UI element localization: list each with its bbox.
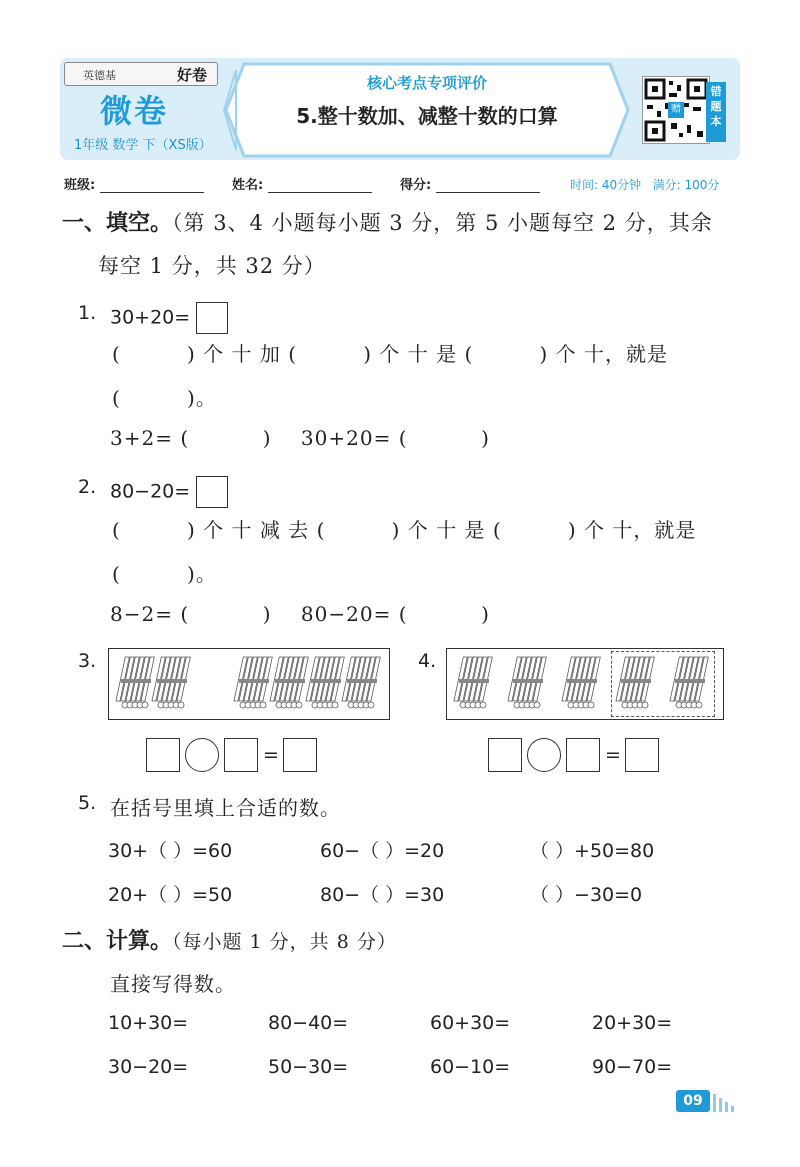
q2-answer-box[interactable] (196, 476, 228, 508)
series-title: 微卷 (100, 92, 169, 130)
q1-expression (110, 302, 228, 334)
name-blank[interactable] (268, 178, 372, 193)
q2-expression (110, 476, 228, 508)
section-2-note: （每小题 1 分，共 8 分） (172, 931, 397, 953)
q5-r1-c2: 60−（ ）=20 (320, 840, 445, 862)
q3-number: 3. (78, 650, 97, 672)
error-book-char: 错 (710, 85, 722, 98)
brand-good-logo: 好卷 (177, 66, 208, 84)
q3-picture-frame (108, 648, 390, 720)
calc-r1-c3: 60+30= (430, 1012, 511, 1034)
q4-box-3[interactable] (625, 738, 659, 772)
section-1-note-cont: 每空 1 分，共 32 分） (98, 254, 326, 278)
stick-bundle (562, 657, 600, 708)
q3-operator-circle[interactable] (185, 738, 219, 772)
calc-r2-c3: 60−10= (430, 1056, 511, 1078)
q5-r1-c3: （ ）+50=80 (530, 840, 655, 862)
calc-r1-c1: 10+30= (108, 1012, 189, 1034)
q3-stick-bundles (109, 649, 389, 719)
q5-r1-c1: 30+（ ）=60 (108, 840, 233, 862)
name-field (232, 174, 372, 193)
section-2-heading-row (62, 924, 397, 955)
q1-line2: ( )。 (112, 386, 217, 410)
gift-badge: 赠 (668, 102, 684, 118)
q2-expr-text: 80−20= (110, 480, 191, 503)
q3-box-3[interactable] (283, 738, 317, 772)
calc-r1-c2: 80−40= (268, 1012, 349, 1034)
section-2-heading: 二、计算。 (62, 929, 173, 954)
q4-operator-circle[interactable] (527, 738, 561, 772)
score-blank[interactable] (436, 178, 540, 193)
q3-equals: = (263, 744, 279, 766)
q4-box-2[interactable] (566, 738, 600, 772)
grade-label: 1年级 数学 下（XS版） (74, 138, 212, 153)
q4-box-1[interactable] (488, 738, 522, 772)
calc-r2-c2: 50−30= (268, 1056, 349, 1078)
qr-code[interactable] (642, 76, 710, 144)
q1-line1: ( ) 个 十 加 ( ) 个 十 是 ( ) 个 十，就是 (112, 342, 669, 366)
q3-box-2[interactable] (224, 738, 258, 772)
q5-number: 5. (78, 792, 97, 814)
stick-bundle (234, 657, 272, 708)
page-bars-icon (712, 1092, 740, 1112)
section-1-note: （第 3、4 小题每小题 3 分，第 5 小题每空 2 分，其余 (172, 211, 713, 235)
calc-r1-c4: 20+30= (592, 1012, 673, 1034)
q4-equals: = (605, 744, 621, 766)
q5-prompt: 在括号里填上合适的数。 (110, 796, 341, 820)
section-1-heading-row (62, 206, 713, 237)
name-label: 姓名: (232, 178, 264, 193)
stick-bundle (116, 657, 154, 708)
stick-bundle (342, 657, 380, 708)
stick-bundle (306, 657, 344, 708)
page-title: 5.整十数加、减整十数的口算 (296, 104, 558, 128)
q1-answer-box[interactable] (196, 302, 228, 334)
stick-bundle (270, 657, 308, 708)
full-score-label: 满分: 100分 (652, 178, 720, 192)
time-label: 时间: 40分钟 (570, 178, 642, 192)
section-2-prompt: 直接写得数。 (110, 972, 236, 996)
class-field (64, 174, 204, 193)
score-label: 得分: (400, 178, 432, 193)
q2-line1: ( ) 个 十 减 去 ( ) 个 十 是 ( ) 个 十，就是 (112, 518, 697, 542)
class-label: 班级: (64, 178, 96, 193)
stick-bundle (454, 657, 492, 708)
q4-number: 4. (418, 650, 437, 672)
q5-r2-c1: 20+（ ）=50 (108, 884, 233, 906)
page-number: 09 (676, 1090, 710, 1112)
q1-line3: 3+2= ( ) 30+20= ( ) (110, 426, 490, 450)
q5-r2-c2: 80−（ ）=30 (320, 884, 445, 906)
time-limit (570, 176, 719, 193)
stick-bundle (508, 657, 546, 708)
calc-r2-c4: 90−70= (592, 1056, 673, 1078)
section-1-heading: 一、填空。 (62, 211, 173, 236)
q3-box-1[interactable] (146, 738, 180, 772)
q4-dashed-selection (611, 651, 715, 717)
q5-r2-c3: （ ）−30=0 (530, 884, 643, 906)
class-blank[interactable] (100, 178, 204, 193)
publisher-name: 英德基 (83, 69, 116, 82)
error-book-char: 本 (710, 115, 722, 128)
calc-r2-c1: 30−20= (108, 1056, 189, 1078)
stick-bundle (152, 657, 190, 708)
error-book-char: 题 (710, 100, 722, 113)
q1-number: 1. (78, 302, 97, 324)
publisher-logo (64, 62, 218, 86)
score-field (400, 174, 540, 193)
q2-number: 2. (78, 476, 97, 498)
q1-expr-text: 30+20= (110, 306, 191, 329)
q2-line3: 8−2= ( ) 80−20= ( ) (110, 602, 490, 626)
error-book-tag[interactable] (706, 82, 726, 142)
subtitle: 核心考点专项评价 (366, 74, 487, 92)
q2-line2: ( )。 (112, 562, 217, 586)
